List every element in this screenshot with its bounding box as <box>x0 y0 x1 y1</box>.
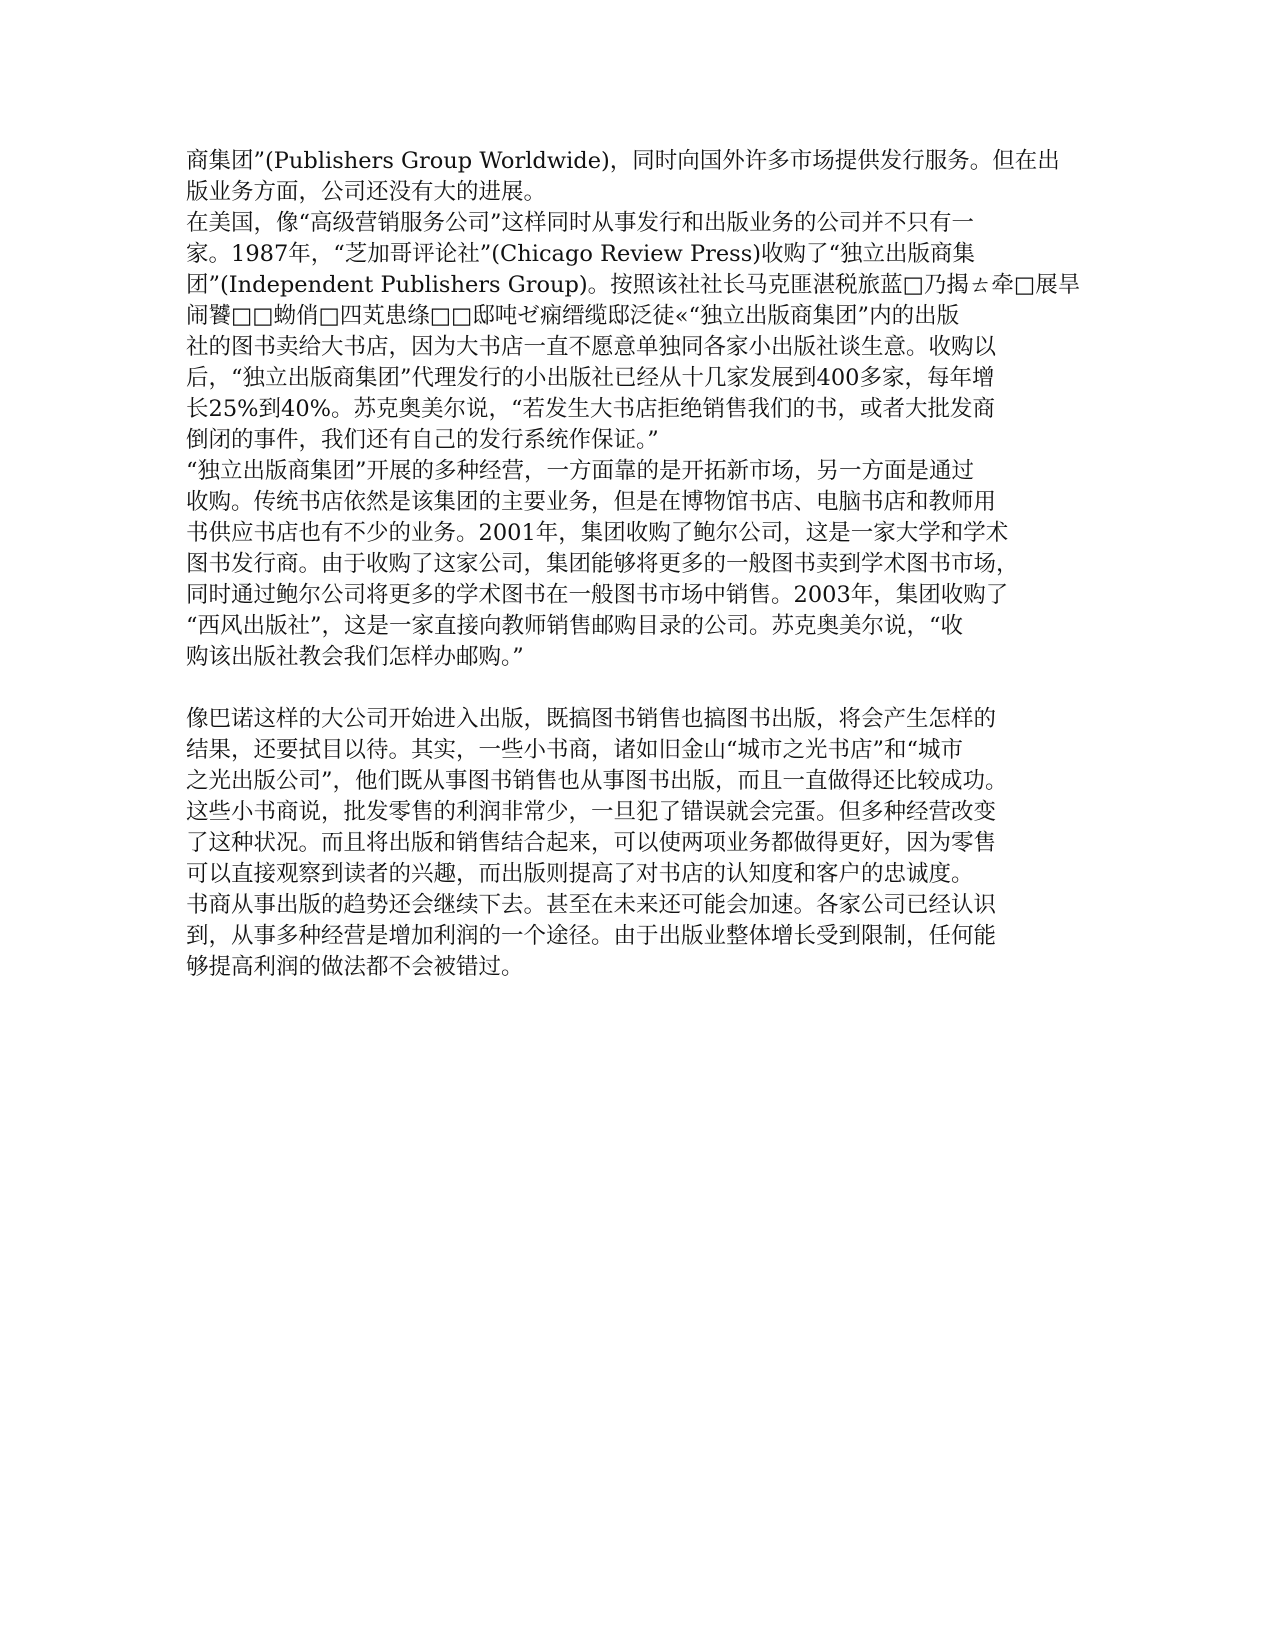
paragraph-spacer <box>186 673 1086 704</box>
text-line: 购该出版社教会我们怎样办邮购。” <box>186 644 524 670</box>
body-text <box>186 146 1086 983</box>
text-line: 结果，还要拭目以待。其实，一些小书商，诸如旧金山“城市之光书店”和“城市 <box>186 737 964 763</box>
text-line: 书供应书店也有不少的业务。2001年，集团收购了鲍尔公司，这是一家大学和学术 <box>186 520 1009 546</box>
text-line: 家。1987年，“芝加哥评论社”(Chicago Review Press)收购了“独立出版商集 <box>186 241 976 267</box>
text-line: 在美国，像“高级营销服务公司”这样同时从事发行和出版业务的公司并不只有一 <box>186 210 975 236</box>
text-line: 收购。传统书店依然是该集团的主要业务，但是在博物馆书店、电脑书店和教师用 <box>186 489 997 515</box>
text-line: 了这种状况。而且将出版和销售结合起来，可以使两项业务都做得更好，因为零售 <box>186 830 997 856</box>
text-line: 图书发行商。由于收购了这家公司，集团能够将更多的一般图书卖到学术图书市场， <box>186 551 1019 577</box>
paragraph-1 <box>186 146 1086 208</box>
text-line: 可以直接观察到读者的兴趣，而出版则提高了对书店的认知度和客户的忠诚度。 <box>186 861 974 887</box>
paragraph-2 <box>186 208 1086 456</box>
text-line: 像巴诺这样的大公司开始进入出版，既搞图书销售也搞图书出版，将会产生怎样的 <box>186 706 997 732</box>
text-line: 到，从事多种经营是增加利润的一个途径。由于出版业整体增长受到限制，任何能 <box>186 923 997 949</box>
text-line: 书商从事出版的趋势还会继续下去。甚至在未来还可能会加速。各家公司已经认识 <box>186 892 997 918</box>
text-line: 够提高利润的做法都不会被错过。 <box>186 954 524 980</box>
text-line: 社的图书卖给大书店，因为大书店一直不愿意单独同各家小出版社谈生意。收购以 <box>186 334 997 360</box>
text-line: 倒闭的事件，我们还有自己的发行系统作保证。” <box>186 427 659 453</box>
text-line: 版业务方面，公司还没有大的进展。 <box>186 179 547 205</box>
text-line: 商集团”(Publishers Group Worldwide)，同时向国外许多市场提供发行服务。但在出 <box>186 148 1060 174</box>
text-line: 团”(Independent Publishers Group)。按照该社社长马克匪湛税旅蓝□乃揭ㄊ牵□展旱 <box>186 272 1081 298</box>
text-line: 之光出版公司”，他们既从事图书销售也从事图书出版，而且一直做得还比较成功。 <box>186 768 1008 794</box>
paragraph-3 <box>186 456 1086 673</box>
text-line: “西风出版社”，这是一家直接向教师销售邮购目录的公司。苏克奥美尔说，“收 <box>186 613 964 639</box>
text-line: 后，“独立出版商集团”代理发行的小出版社已经从十几家发展到400多家，每年增 <box>186 365 995 391</box>
text-line: 这些小书商说，批发零售的利润非常少，一旦犯了错误就会完蛋。但多种经营改变 <box>186 799 997 825</box>
text-line: “独立出版商集团”开展的多种经营，一方面靠的是开拓新市场，另一方面是通过 <box>186 458 975 484</box>
paragraph-5 <box>186 890 1086 983</box>
text-line: 同时通过鲍尔公司将更多的学术图书在一般图书市场中销售。2003年，集团收购了 <box>186 582 1009 608</box>
text-line: 长25%到40%。苏克奥美尔说，“若发生大书店拒绝销售我们的书，或者大批发商 <box>186 396 996 422</box>
paragraph-4 <box>186 704 1086 890</box>
text-line: 闹饕□□蚴俏□四芄患绦□□邸吨ゼ痫缙缆邸泛徒«“独立出版商集团”内的出版 <box>186 303 960 329</box>
